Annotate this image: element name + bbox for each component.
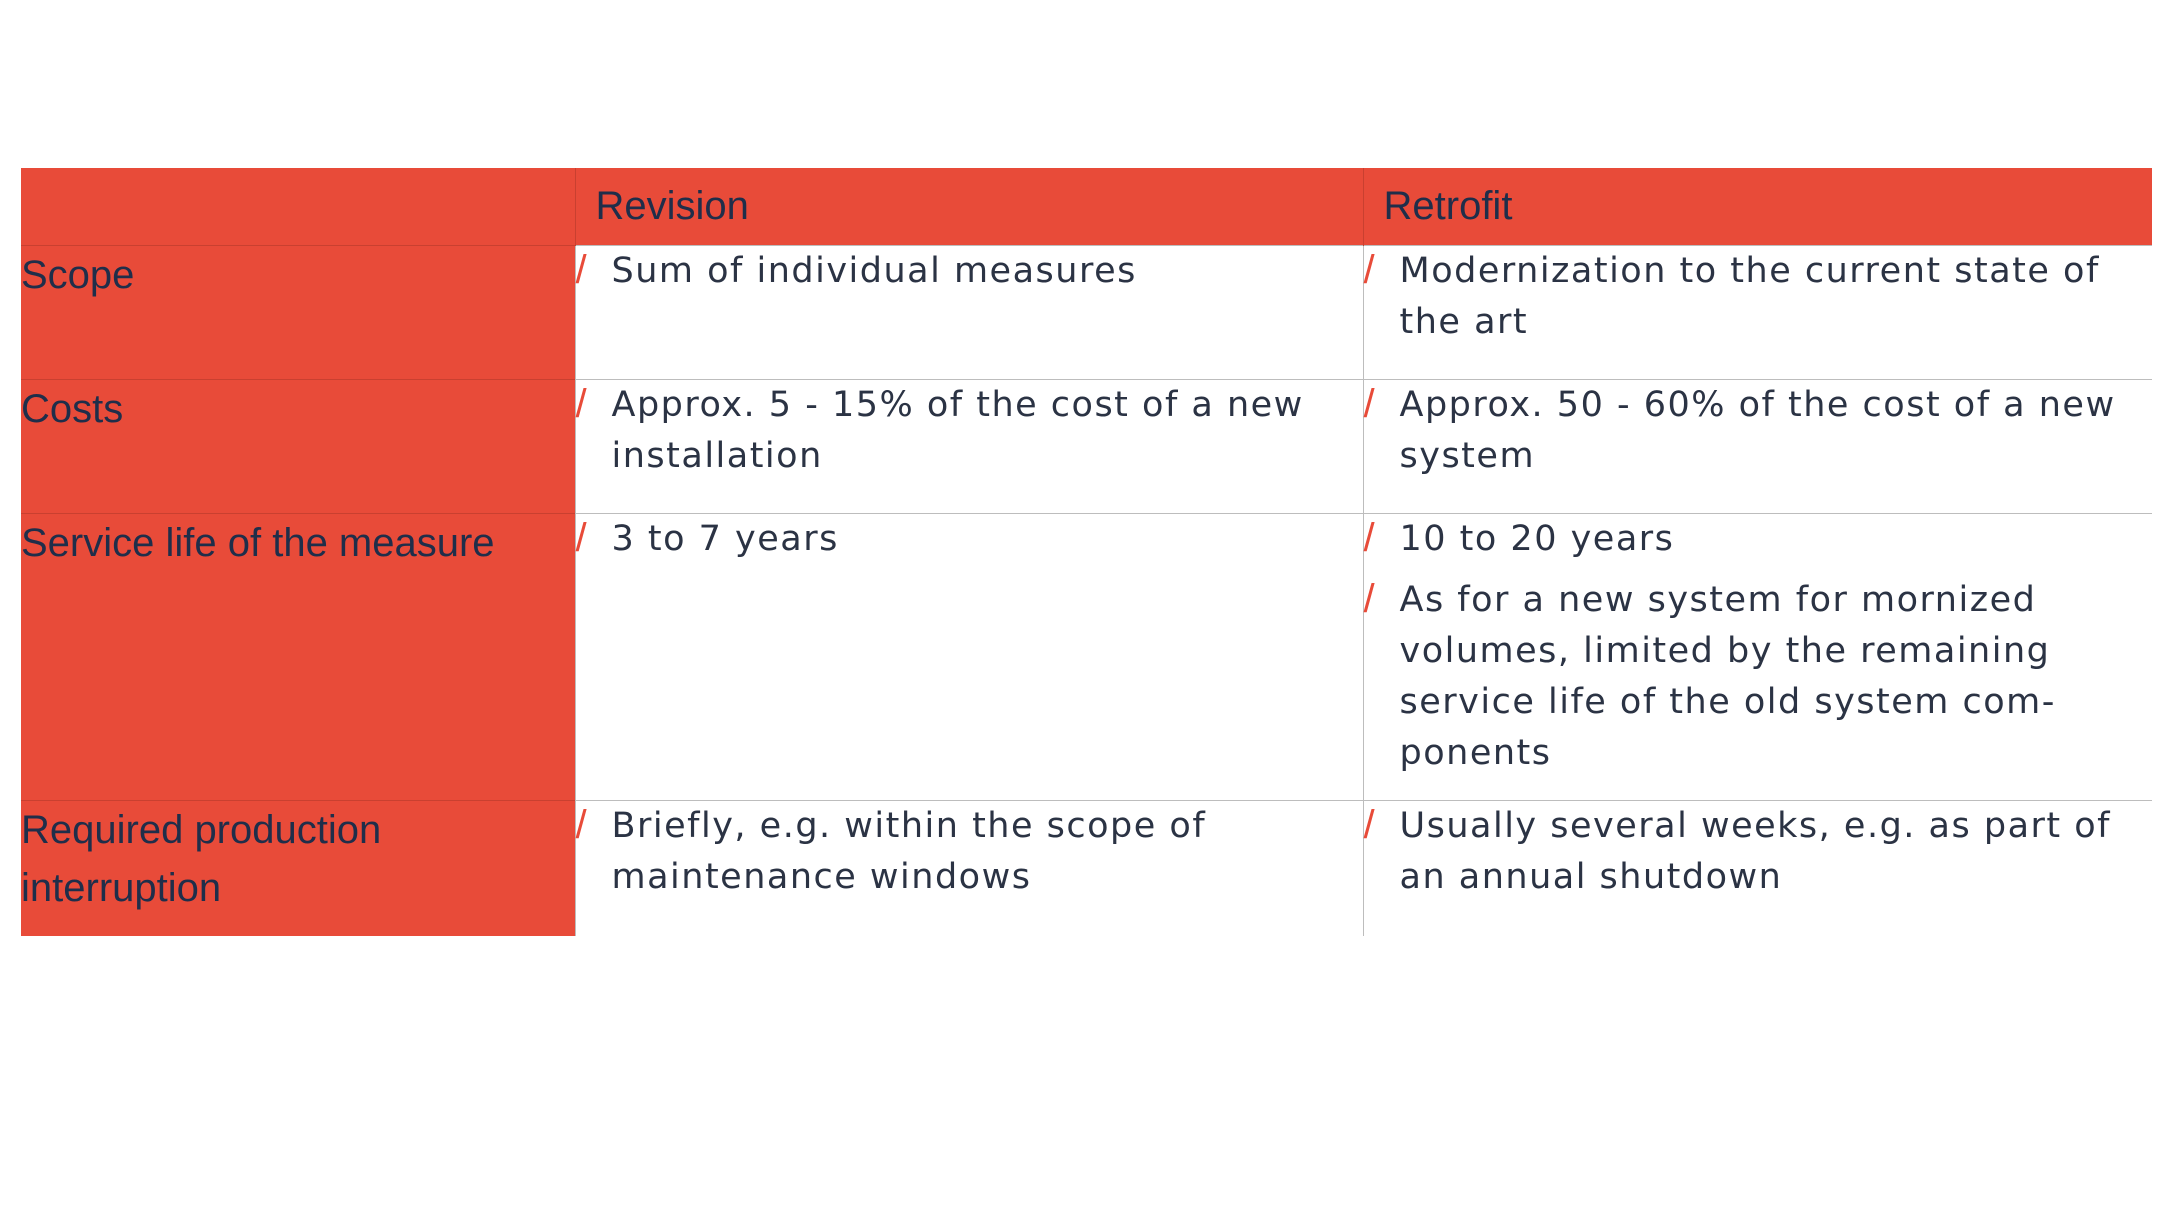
row-label: Scope <box>21 245 575 379</box>
retrofit-cell <box>1363 245 2152 379</box>
bullet-list <box>576 380 1363 482</box>
bullet-item <box>576 380 1363 482</box>
table-row-production-interruption <box>21 800 2152 936</box>
bullet-text: Usually several weeks, e.g. as part of an annual shutdown <box>1399 805 2111 897</box>
bullet-item <box>576 801 1363 903</box>
table-row-scope <box>21 245 2152 379</box>
bullet-text: 10 to 20 years <box>1399 518 1675 559</box>
bullet-list <box>1364 380 2153 482</box>
revision-cell <box>575 800 1363 936</box>
bullet-item <box>1364 380 2153 482</box>
table-row-service-life <box>21 513 2152 800</box>
bullet-list <box>1364 514 2153 779</box>
header-row <box>21 168 2152 245</box>
bullet-list <box>1364 801 2153 903</box>
bullet-text: Approx. 5 - 15% of the cost of a new installation <box>611 384 1304 476</box>
slash-bullet-icon: / <box>1363 576 1377 621</box>
bullet-list <box>1364 246 2153 348</box>
bullet-list <box>576 246 1363 297</box>
table-row-costs <box>21 379 2152 513</box>
bullet-item <box>576 514 1363 565</box>
bullet-text: As for a new system for mornized volumes, limited by the remaining service life of the old system com-ponents <box>1399 579 2056 773</box>
slash-bullet-icon: / <box>575 381 589 426</box>
header-retrofit: Retrofit <box>1363 168 2152 245</box>
bullet-item <box>1364 575 2153 779</box>
retrofit-cell <box>1363 513 2152 800</box>
bullet-text: Sum of individual measures <box>611 250 1137 291</box>
revision-cell <box>575 379 1363 513</box>
header-empty-cell <box>21 168 575 245</box>
slash-bullet-icon: / <box>575 802 589 847</box>
slash-bullet-icon: / <box>1363 802 1377 847</box>
slash-bullet-icon: / <box>575 515 589 560</box>
bullet-text: Briefly, e.g. within the scope of maintenance windows <box>611 805 1207 897</box>
row-label: Required production interruption <box>21 800 575 936</box>
slash-bullet-icon: / <box>1363 515 1377 560</box>
slash-bullet-icon: / <box>1363 381 1377 426</box>
bullet-text: Approx. 50 - 60% of the cost of a new system <box>1399 384 2116 476</box>
bullet-item <box>1364 246 2153 348</box>
header-revision: Revision <box>575 168 1363 245</box>
bullet-item <box>576 246 1363 297</box>
bullet-list <box>576 514 1363 565</box>
comparison-table <box>21 168 2152 936</box>
slash-bullet-icon: / <box>1363 247 1377 292</box>
bullet-text: Modernization to the current state of the art <box>1399 250 2100 342</box>
bullet-item <box>1364 514 2153 565</box>
row-label: Costs <box>21 379 575 513</box>
retrofit-cell <box>1363 379 2152 513</box>
bullet-item <box>1364 801 2153 903</box>
slash-bullet-icon: / <box>575 247 589 292</box>
retrofit-cell <box>1363 800 2152 936</box>
bullet-list <box>576 801 1363 903</box>
bullet-text: 3 to 7 years <box>611 518 839 559</box>
revision-cell <box>575 513 1363 800</box>
row-label: Service life of the measure <box>21 513 575 800</box>
revision-cell <box>575 245 1363 379</box>
